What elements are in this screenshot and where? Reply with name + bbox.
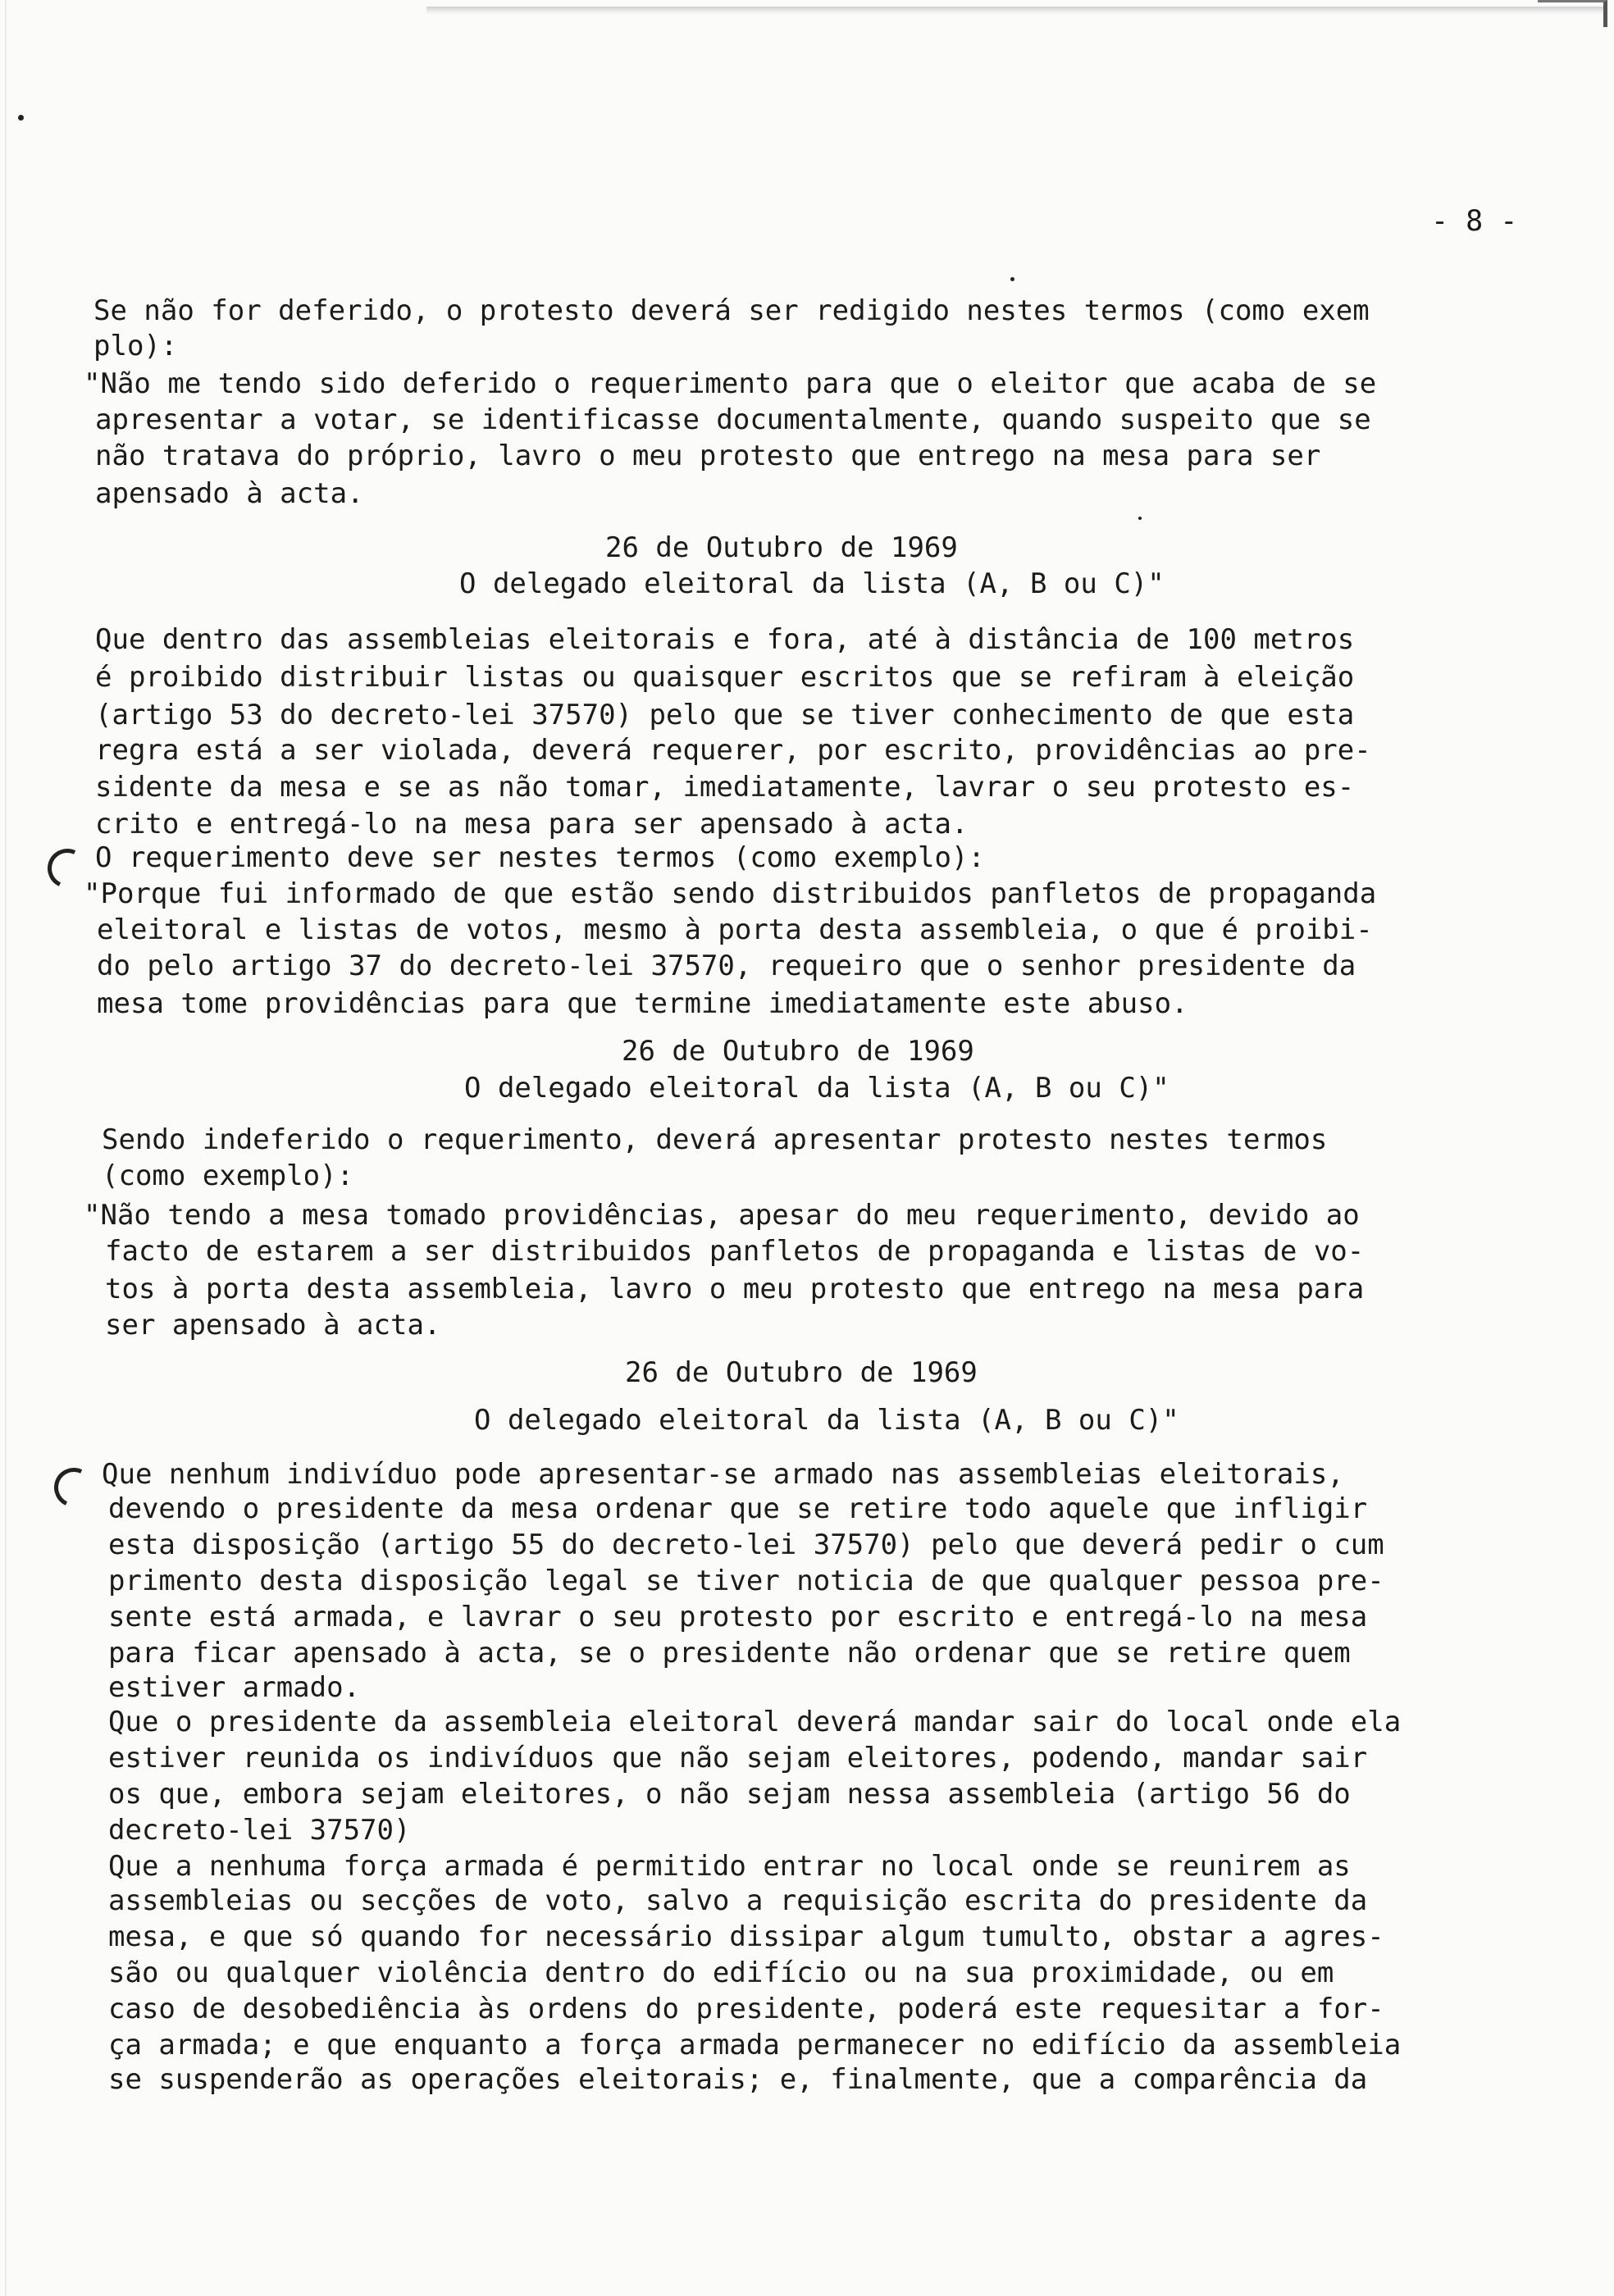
scan-speck <box>1138 517 1142 520</box>
text-line: plo): <box>93 330 178 362</box>
text-line: tos à porta desta assembleia, lavro o meu protesto que entrego na mesa para <box>105 1273 1365 1305</box>
text-line: regra está a ser violada, deverá requerer, por escrito, providências ao pre- <box>95 734 1371 767</box>
text-line: mesa tome providências para que termine imediatamente este abuso. <box>97 987 1188 1020</box>
scan-speck <box>18 115 24 121</box>
text-line: "Porque fui informado de que estão sendo distribuidos panfletos de propaganda <box>84 877 1377 910</box>
text-line: primento desta disposição legal se tiver noticia de que qualquer pessoa pre- <box>108 1565 1384 1597</box>
text-line: decreto-lei 37570) <box>108 1814 411 1847</box>
text-line: Que nenhum indivíduo pode apresentar-se armado nas assembleias eleitorais, <box>102 1458 1344 1491</box>
signature-line: O delegado eleitoral da lista (A, B ou C)" <box>464 1072 1169 1105</box>
text-line: os que, embora sejam eleitores, o não sejam nessa assembleia (artigo 56 do <box>108 1778 1351 1811</box>
text-line: esta disposição (artigo 55 do decreto-lei 37570) pelo que deverá pedir o cum <box>108 1528 1384 1561</box>
text-line: eleitoral e listas de votos, mesmo à porta desta assembleia, o que é proibi- <box>97 913 1373 946</box>
text-line: Que a nenhuma força armada é permitido entrar no local onde se reunirem as <box>108 1850 1351 1883</box>
text-line: devendo o presidente da mesa ordenar que se retire todo aquele que infligir <box>108 1492 1368 1525</box>
text-line: "Não me tendo sido deferido o requerimento para que o eleitor que acaba de se <box>84 367 1377 400</box>
text-line: "Não tendo a mesa tomado providências, apesar do meu requerimento, devido ao <box>84 1199 1360 1232</box>
text-line: Que o presidente da assembleia eleitoral deverá mandar sair do local onde ela <box>108 1706 1402 1738</box>
text-line: sidente da mesa e se as não tomar, imediatamente, lavrar o seu protesto es- <box>95 771 1355 804</box>
text-line: crito e entregá-lo na mesa para ser apensado à acta. <box>95 808 969 840</box>
text-line: para ficar apensado à acta, se o presidente não ordenar que se retire quem <box>108 1637 1351 1670</box>
signature-line: O delegado eleitoral da lista (A, B ou C)" <box>459 567 1165 600</box>
date-line: 26 de Outubro de 1969 <box>605 531 958 564</box>
text-line: (como exemplo): <box>102 1159 354 1192</box>
text-line: Que dentro das assembleias eleitorais e fora, até à distância de 100 metros <box>95 623 1355 656</box>
text-line: são ou qualquer violência dentro do edifício ou na sua proximidade, ou em <box>108 1957 1334 1989</box>
text-line: sente está armada, e lavrar o seu protesto por escrito e entregá-lo na mesa <box>108 1601 1368 1633</box>
text-line: estiver reunida os indivíduos que não sejam eleitores, podendo, mandar sair <box>108 1742 1368 1774</box>
scan-corner-mark <box>1538 0 1607 27</box>
text-line: facto de estarem a ser distribuidos panfletos de propaganda e listas de vo- <box>105 1235 1365 1268</box>
signature-line: O delegado eleitoral da lista (A, B ou C)" <box>474 1404 1179 1437</box>
page-number: - 8 - <box>1431 205 1518 238</box>
date-line: 26 de Outubro de 1969 <box>625 1356 978 1389</box>
scan-top-edge <box>426 7 1607 15</box>
text-line: (artigo 53 do decreto-lei 37570) pelo que se tiver conhecimento de que esta <box>95 699 1355 731</box>
text-line: ser apensado à acta. <box>105 1309 441 1342</box>
text-line: mesa, e que só quando for necessário dissipar algum tumulto, obstar a agres- <box>108 1920 1384 1953</box>
text-line: O requerimento deve ser nestes termos (como exemplo): <box>95 841 985 874</box>
text-line: não tratava do próprio, lavro o meu protesto que entrego na mesa para ser <box>95 440 1321 472</box>
scan-speck <box>1010 277 1014 281</box>
text-line: Sendo indeferido o requerimento, deverá apresentar protesto nestes termos <box>102 1123 1328 1156</box>
text-line: é proibido distribuir listas ou quaisquer escritos que se refiram à eleição <box>95 661 1355 694</box>
text-line: caso de desobediência às ordens do presidente, poderá este requesitar a for- <box>108 1993 1384 2025</box>
text-line: assembleias ou secções de voto, salvo a requisição escrita do presidente da <box>108 1884 1368 1917</box>
text-line: ça armada; e que enquanto a força armada permanecer no edifício da assembleia <box>108 2029 1402 2061</box>
date-line: 26 de Outubro de 1969 <box>622 1035 974 1068</box>
text-line: apensado à acta. <box>95 477 364 510</box>
text-line: Se não for deferido, o protesto deverá ser redigido nestes termos (como exem <box>93 294 1370 327</box>
scan-left-edge <box>5 0 7 2296</box>
text-line: apresentar a votar, se identificasse documentalmente, quando suspeito que se <box>95 403 1371 436</box>
text-line: do pelo artigo 37 do decreto-lei 37570, requeiro que o senhor presidente da <box>97 950 1356 982</box>
text-line: estiver armado. <box>108 1671 361 1704</box>
text-line: se suspenderão as operações eleitorais; e, finalmente, que a comparência da <box>108 2063 1368 2096</box>
hole-punch-mark <box>48 1462 99 1513</box>
